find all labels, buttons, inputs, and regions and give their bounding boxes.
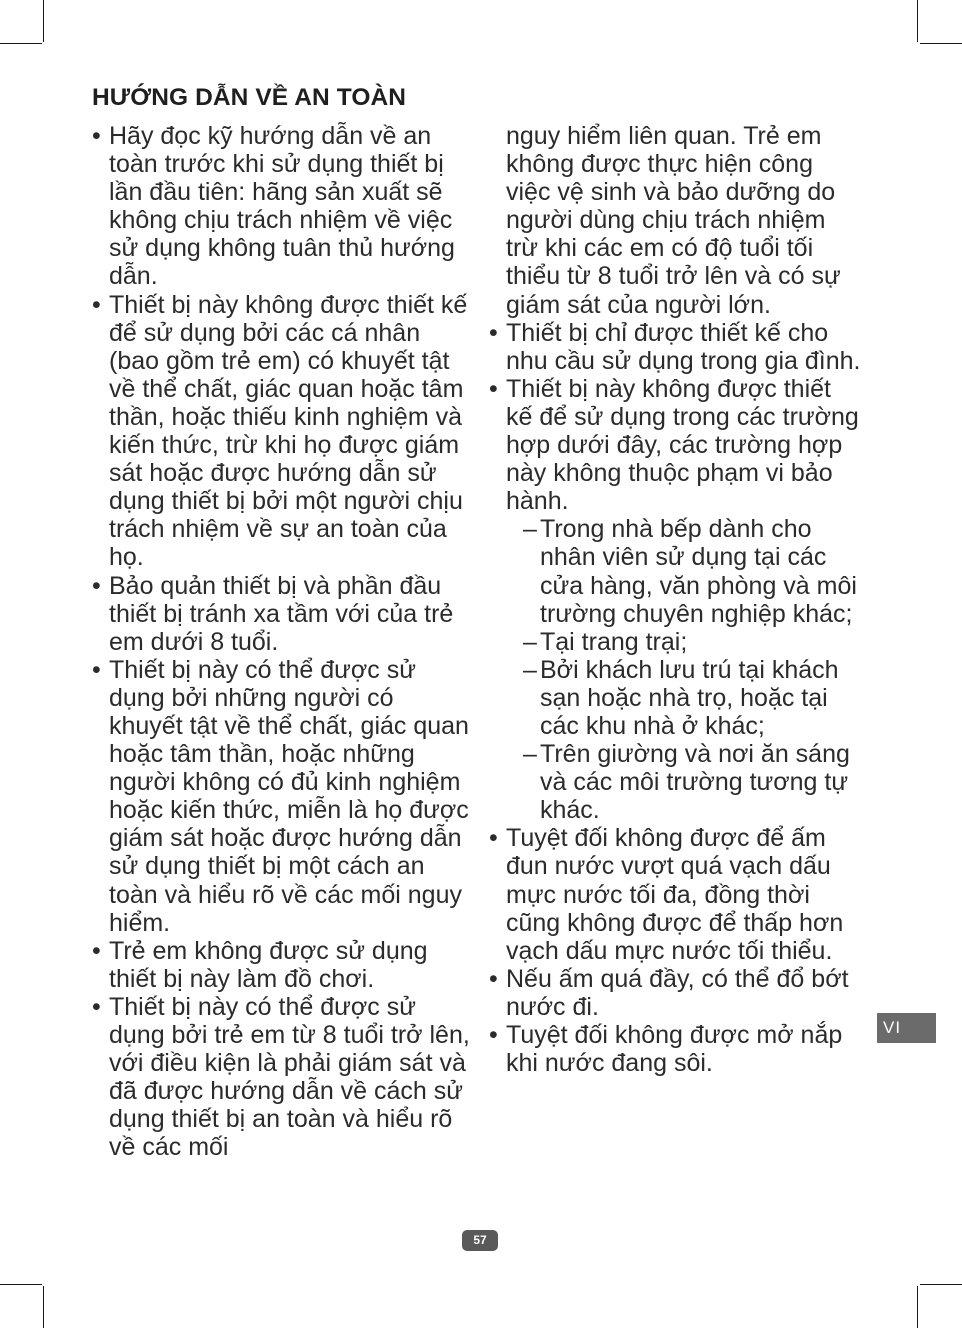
crop-mark [920,1284,962,1285]
crop-mark [917,1286,918,1328]
list-item: • Nếu ấm quá đầy, có thể đổ bớt nước đi. [489,965,861,1021]
crop-mark [0,43,42,44]
right-column [489,122,861,1077]
list-item: • Thiết bị này không được thiết kế để sử dụng bởi các cá nhân (bao gồm trẻ em) có khuyết tật về thể chất, giác quan hoặc tâm thần, hoặc thiếu kinh nghiệm và kiến thức, trừ khi họ được giám sát hoặc được hướng dẫn sử dụng thiết bị bởi một người chịu trách nhiệm về sự an toàn của họ. [92,291,472,572]
safety-list-left [92,122,472,1161]
left-column [92,122,472,1161]
sub-list-item: – Bởi khách lưu trú tại khách sạn hoặc nhà trọ, hoặc tại các khu nhà ở khác; [506,656,861,740]
list-item: • Thiết bị này có thể được sử dụng bởi trẻ em từ 8 tuổi trở lên, với điều kiện là phải giám sát và đã được hướng dẫn về cách sử dụng thiết bị an toàn và hiểu rõ về các mối [92,993,472,1162]
sub-list [506,515,861,824]
page-title: HƯỚNG DẪN VỀ AN TOÀN [92,84,407,111]
sub-list-item: – Tại trang trại; [506,628,861,656]
list-item: • Hãy đọc kỹ hướng dẫn về an toàn trước khi sử dụng thiết bị lần đầu tiên: hãng sản xuất sẽ không chịu trách nhiệm về việc sử dụng không tuân thủ hướng dẫn. [92,122,472,291]
list-item-continuation: nguy hiểm liên quan. Trẻ em không được thực hiện công việc vệ sinh và bảo dưỡng do người dùng chịu trách nhiệm trừ khi các em có độ tuổi tối thiểu từ 8 tuổi trở lên và có sự giám sát của người lớn. [506,122,841,319]
sub-list-item: – Trong nhà bếp dành cho nhân viên sử dụng tại các cửa hàng, văn phòng và môi trường chuyên nghiệp khác; [506,515,861,627]
list-item: • Thiết bị này có thể được sử dụng bởi những người có khuyết tật về thể chất, giác quan hoặc tâm thần, hoặc những người không có đủ kinh nghiệm hoặc kiến thức, miễn là họ được giám sát hoặc được hướng dẫn sử dụng thiết bị một cách an toàn và hiểu rõ về các mối nguy hiểm. [92,656,472,937]
crop-mark [920,43,962,44]
crop-mark [43,0,44,42]
safety-list-right [489,122,861,1077]
list-item: • Thiết bị chỉ được thiết kế cho nhu cầu sử dụng trong gia đình. [489,319,861,375]
sub-list-item: – Trên giường và nơi ăn sáng và các môi trường tương tự khác. [506,740,861,824]
language-tab: VI [877,1013,936,1043]
crop-mark [43,1286,44,1328]
list-item [489,375,861,825]
list-item-text: Thiết bị này không được thiết kế để sử dụng trong các trường hợp dưới đây, các trường hợp này không thuộc phạm vi bảo hành. [506,374,859,516]
list-item: • Trẻ em không được sử dụng thiết bị này làm đồ chơi. [92,937,472,993]
page-number: 57 [462,1230,498,1251]
list-item: • Bảo quản thiết bị và phần đầu thiết bị tránh xa tầm với của trẻ em dưới 8 tuổi. [92,572,472,656]
list-item: • Tuyệt đối không được để ấm đun nước vượt quá vạch dấu mực nước tối đa, đồng thời cũng không được để thấp hơn vạch dấu mực nước tối thiểu. [489,824,861,964]
list-item: • Tuyệt đối không được mở nắp khi nước đang sôi. [489,1021,861,1077]
crop-mark [917,0,918,42]
crop-mark [0,1284,42,1285]
